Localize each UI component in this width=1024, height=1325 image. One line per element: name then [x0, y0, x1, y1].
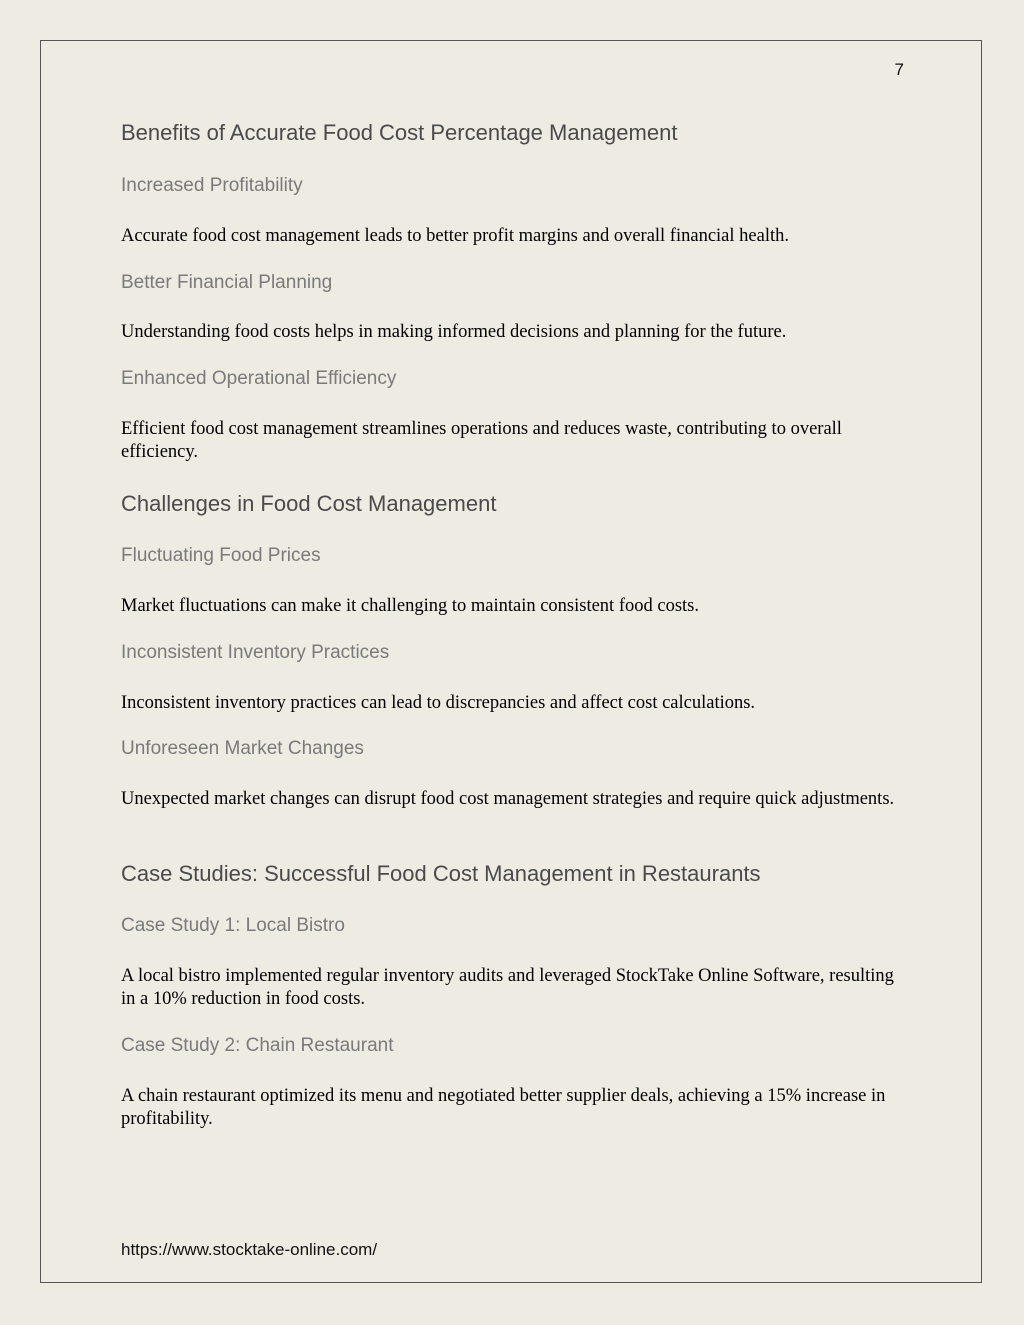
paragraph-increased-profitability: Accurate food cost management leads to better profit margins and overall financial health. [121, 226, 789, 246]
section-heading-challenges: Challenges in Food Cost Management [121, 491, 497, 516]
subheading-case-study-1: Case Study 1: Local Bistro [121, 915, 345, 936]
subheading-better-financial-planning: Better Financial Planning [121, 272, 333, 293]
subheading-fluctuating-food-prices: Fluctuating Food Prices [121, 545, 321, 566]
paragraph-enhanced-operational-efficiency: Efficient food cost management streamlines operations and reduces waste, contributing to overall efficiency. [121, 419, 842, 462]
paragraph-unforeseen-market-changes: Unexpected market changes can disrupt food cost management strategies and require quick adjustments. [121, 789, 895, 809]
paragraph-fluctuating-food-prices: Market fluctuations can make it challenging to maintain consistent food costs. [121, 596, 699, 616]
paragraph-inconsistent-inventory-practices: Inconsistent inventory practices can lead to discrepancies and affect cost calculations. [121, 693, 756, 713]
subheading-enhanced-operational-efficiency: Enhanced Operational Efficiency [121, 368, 397, 389]
section-heading-benefits: Benefits of Accurate Food Cost Percentage Management [121, 120, 678, 145]
footer-website-link[interactable]: https://www.stocktake-online.com/ [121, 1240, 378, 1259]
paragraph-case-study-1: A local bistro implemented regular inventory audits and leveraged StockTake Online Software, resulting in a 10% reduction in food costs. [121, 966, 894, 1009]
subheading-case-study-2: Case Study 2: Chain Restaurant [121, 1035, 394, 1056]
subheading-unforeseen-market-changes: Unforeseen Market Changes [121, 738, 364, 759]
page-number: 7 [894, 60, 904, 79]
subheading-inconsistent-inventory-practices: Inconsistent Inventory Practices [121, 642, 390, 663]
section-heading-case-studies: Case Studies: Successful Food Cost Management in Restaurants [121, 861, 761, 886]
paragraph-better-financial-planning: Understanding food costs helps in making informed decisions and planning for the future. [121, 322, 787, 342]
subheading-increased-profitability: Increased Profitability [121, 175, 303, 196]
paragraph-case-study-2: A chain restaurant optimized its menu and negotiated better supplier deals, achieving a 15% increase in profitability. [121, 1086, 886, 1129]
